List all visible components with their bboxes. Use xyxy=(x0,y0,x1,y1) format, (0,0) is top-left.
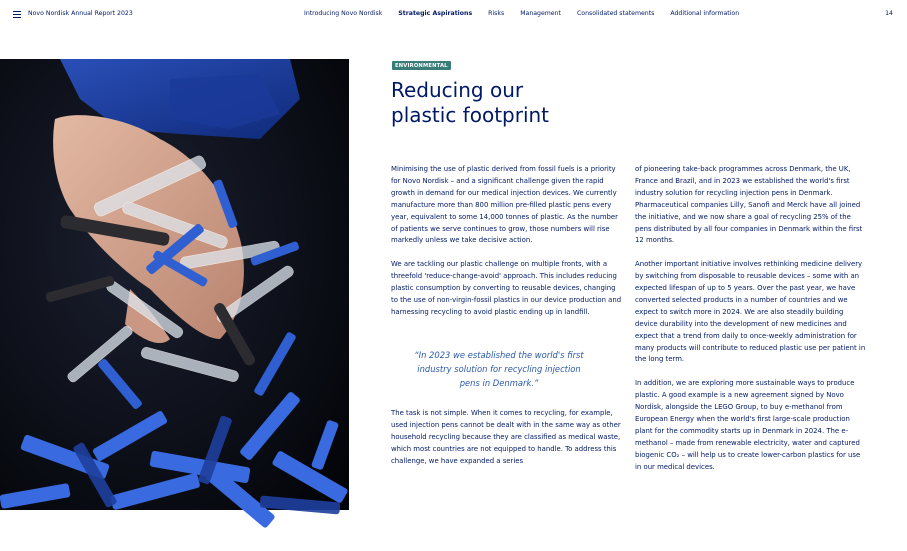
nav-management[interactable]: Management xyxy=(520,10,561,17)
pull-quote: “In 2023 we established the world's first industry solution for recycling injection pens in Denmark.” xyxy=(414,350,584,388)
nav-consolidated-statements[interactable]: Consolidated statements xyxy=(576,10,655,17)
body-paragraph: of pioneering take-back programmes across Denmark, the UK, France and Brazil, and in 2023 we established the world's first industry solution for recycling injection pens in Denmark. Pharmaceutical companies Lilly, Sanofi and Merck have all joined the initiative, and we now share a goal of recycling 25% of the pens distributed by all four companies in Denmark within the first 12 months. xyxy=(635,165,863,245)
category-tag: ENVIRONMENTAL xyxy=(392,61,451,70)
body-paragraph: Another important initiative involves rethinking medicine delivery by switching from disposable to reusable devices – some with an expected lifespan of up to 5 years. Over the past year, we have converted selected products in a number of countries and we expect to switch more in 2024. We are also steadily building device durability into the development of new medicines and expect that a trend from daily to once-weekly administration for many products will contribute to reduced plastic use per patient in the long term. xyxy=(635,260,866,364)
body-paragraph: We are tackling our plastic challenge on multiple fronts, with a threefold 'reduce-change-avoid' approach. This includes reducing plastic consumption by converting to reusable devices, changing to the use of non-virgin-fossil plastics in our device production and harnessing recycling to avoid plastic ending up in landfill. xyxy=(391,260,622,316)
article-title-line-1: Reducing our xyxy=(391,78,524,102)
article-title-line-2: plastic footprint xyxy=(391,103,550,127)
body-paragraph: Minimising the use of plastic derived from fossil fuels is a priority for Novo Nordisk – and a significant challenge given the rapid growth in demand for our medical injection devices. We currently manufacture more than 800 million pre-filled plastic pens every year, equivalent to some 14,000 tonnes of plastic. As the number of patients we serve continues to grow, those numbers will rise markedly unless we take decisive action. xyxy=(391,165,618,245)
photo-illustration xyxy=(0,59,349,510)
nav-strategic-aspirations[interactable]: Strategic Aspirations xyxy=(398,10,473,17)
body-paragraph: The task is not simple. When it comes to recycling, for example, used injection pens cannot be dealt with in the same way as other household recycling because they are classified as medical waste, which most countries are not equipped to handle. To address this challenge, we have expanded a series xyxy=(391,409,621,465)
nav-additional-information[interactable]: Additional information xyxy=(670,10,740,17)
nav-introducing-novo-nordisk[interactable]: Introducing Novo Nordisk xyxy=(304,10,383,17)
body-column-left xyxy=(391,164,623,331)
body-paragraph: In addition, we are exploring more sustainable ways to produce plastic. A good example is a new agreement signed by Novo Nordisk, alongside the LEGO Group, to buy e-methanol from European Energy when the world's first large-scale production plant for the commodity starts up in Denmark in 2024. The e-methanol – made from renewable electricity, water and captured biogenic CO₂ – will help us to create lower-carbon plastics for use in our medical devices. xyxy=(635,379,861,471)
page-number: 14 xyxy=(885,10,893,17)
body-column-right xyxy=(635,164,867,485)
report-title[interactable]: Novo Nordisk Annual Report 2023 xyxy=(28,10,133,17)
photo-caption: Injection pens' components that have been discarded from our production lines in Hillerød, Denmark. xyxy=(14,523,103,550)
body-column-left-continued xyxy=(391,408,623,479)
article-title xyxy=(391,78,549,128)
top-navigation-bar xyxy=(0,0,907,28)
photo-injection-pen-components xyxy=(0,59,349,550)
section-nav xyxy=(304,10,755,17)
hamburger-menu-icon[interactable] xyxy=(13,11,21,18)
nav-risks[interactable]: Risks xyxy=(488,10,505,17)
